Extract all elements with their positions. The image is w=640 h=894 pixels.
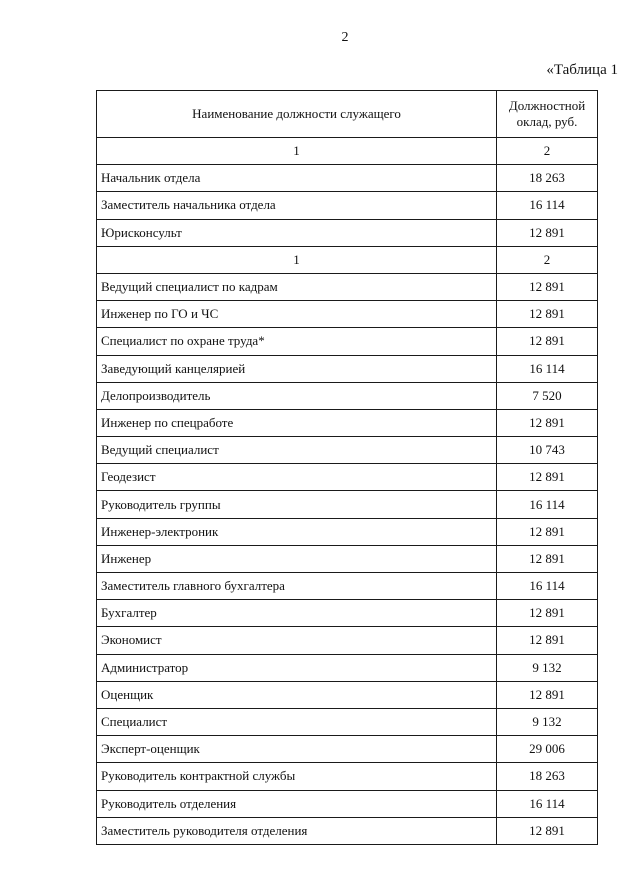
column-number-row: [97, 246, 598, 273]
salary-value: 18 263: [497, 165, 598, 192]
position-name: Заместитель главного бухгалтера: [97, 573, 497, 600]
table-row: [97, 328, 598, 355]
salary-value: 12 891: [497, 817, 598, 844]
position-name: Начальник отдела: [97, 165, 497, 192]
salary-value: 12 891: [497, 600, 598, 627]
salary-value: 9 132: [497, 654, 598, 681]
table-row: [97, 545, 598, 572]
table-row: [97, 573, 598, 600]
table-row: [97, 790, 598, 817]
table-row: [97, 464, 598, 491]
position-name: Бухгалтер: [97, 600, 497, 627]
table-row: [97, 600, 598, 627]
position-name: Инженер по ГО и ЧС: [97, 301, 497, 328]
table-row: [97, 192, 598, 219]
salary-table: [96, 90, 598, 845]
salary-value: 18 263: [497, 763, 598, 790]
position-name: Заместитель начальника отдела: [97, 192, 497, 219]
salary-value: 12 891: [497, 627, 598, 654]
salary-value: 12 891: [497, 518, 598, 545]
salary-value: 12 891: [497, 301, 598, 328]
position-name: Ведущий специалист по кадрам: [97, 273, 497, 300]
position-name: Геодезист: [97, 464, 497, 491]
column-number-2: 2: [497, 138, 598, 165]
position-name: Делопроизводитель: [97, 382, 497, 409]
position-name: Эксперт-оценщик: [97, 736, 497, 763]
column-number-row: [97, 138, 598, 165]
salary-value: 16 114: [497, 491, 598, 518]
table-row: [97, 165, 598, 192]
position-name: Администратор: [97, 654, 497, 681]
position-name: Руководитель контрактной службы: [97, 763, 497, 790]
column-number-2: 2: [497, 246, 598, 273]
table-row: [97, 681, 598, 708]
salary-value: 29 006: [497, 736, 598, 763]
table-row: [97, 355, 598, 382]
header-salary: Должностной оклад, руб.: [497, 91, 598, 138]
salary-value: 10 743: [497, 437, 598, 464]
table-row: [97, 382, 598, 409]
table-row: [97, 219, 598, 246]
table-row: [97, 736, 598, 763]
table-row: [97, 708, 598, 735]
salary-value: 12 891: [497, 219, 598, 246]
position-name: Инженер-электроник: [97, 518, 497, 545]
table-row: [97, 409, 598, 436]
page-number: 2: [341, 30, 349, 45]
salary-value: 12 891: [497, 681, 598, 708]
salary-value: 9 132: [497, 708, 598, 735]
salary-value: 12 891: [497, 464, 598, 491]
position-name: Заведующий канцелярией: [97, 355, 497, 382]
table-row: [97, 301, 598, 328]
column-number-1: 1: [97, 246, 497, 273]
position-name: Инженер по спецработе: [97, 409, 497, 436]
position-name: Ведущий специалист: [97, 437, 497, 464]
position-name: Инженер: [97, 545, 497, 572]
table-row: [97, 437, 598, 464]
position-name: Оценщик: [97, 681, 497, 708]
table-body: [97, 91, 598, 845]
position-name: Специалист по охране труда*: [97, 328, 497, 355]
position-name: Заместитель руководителя отделения: [97, 817, 497, 844]
table-row: [97, 491, 598, 518]
salary-value: 16 114: [497, 192, 598, 219]
column-number-1: 1: [97, 138, 497, 165]
salary-value: 16 114: [497, 573, 598, 600]
table-row: [97, 518, 598, 545]
position-name: Специалист: [97, 708, 497, 735]
salary-value: 12 891: [497, 545, 598, 572]
table-row: [97, 654, 598, 681]
table-row: [97, 817, 598, 844]
table-header-row: [97, 91, 598, 138]
salary-value: 12 891: [497, 328, 598, 355]
table-row: [97, 273, 598, 300]
position-name: Руководитель отделения: [97, 790, 497, 817]
salary-value: 16 114: [497, 355, 598, 382]
table-caption: «Таблица 1: [546, 62, 618, 78]
salary-value: 12 891: [497, 409, 598, 436]
position-name: Юрисконсульт: [97, 219, 497, 246]
table-row: [97, 627, 598, 654]
salary-value: 7 520: [497, 382, 598, 409]
salary-value: 12 891: [497, 273, 598, 300]
position-name: Руководитель группы: [97, 491, 497, 518]
position-name: Экономист: [97, 627, 497, 654]
salary-value: 16 114: [497, 790, 598, 817]
header-position-name: Наименование должности служащего: [97, 91, 497, 138]
table-row: [97, 763, 598, 790]
